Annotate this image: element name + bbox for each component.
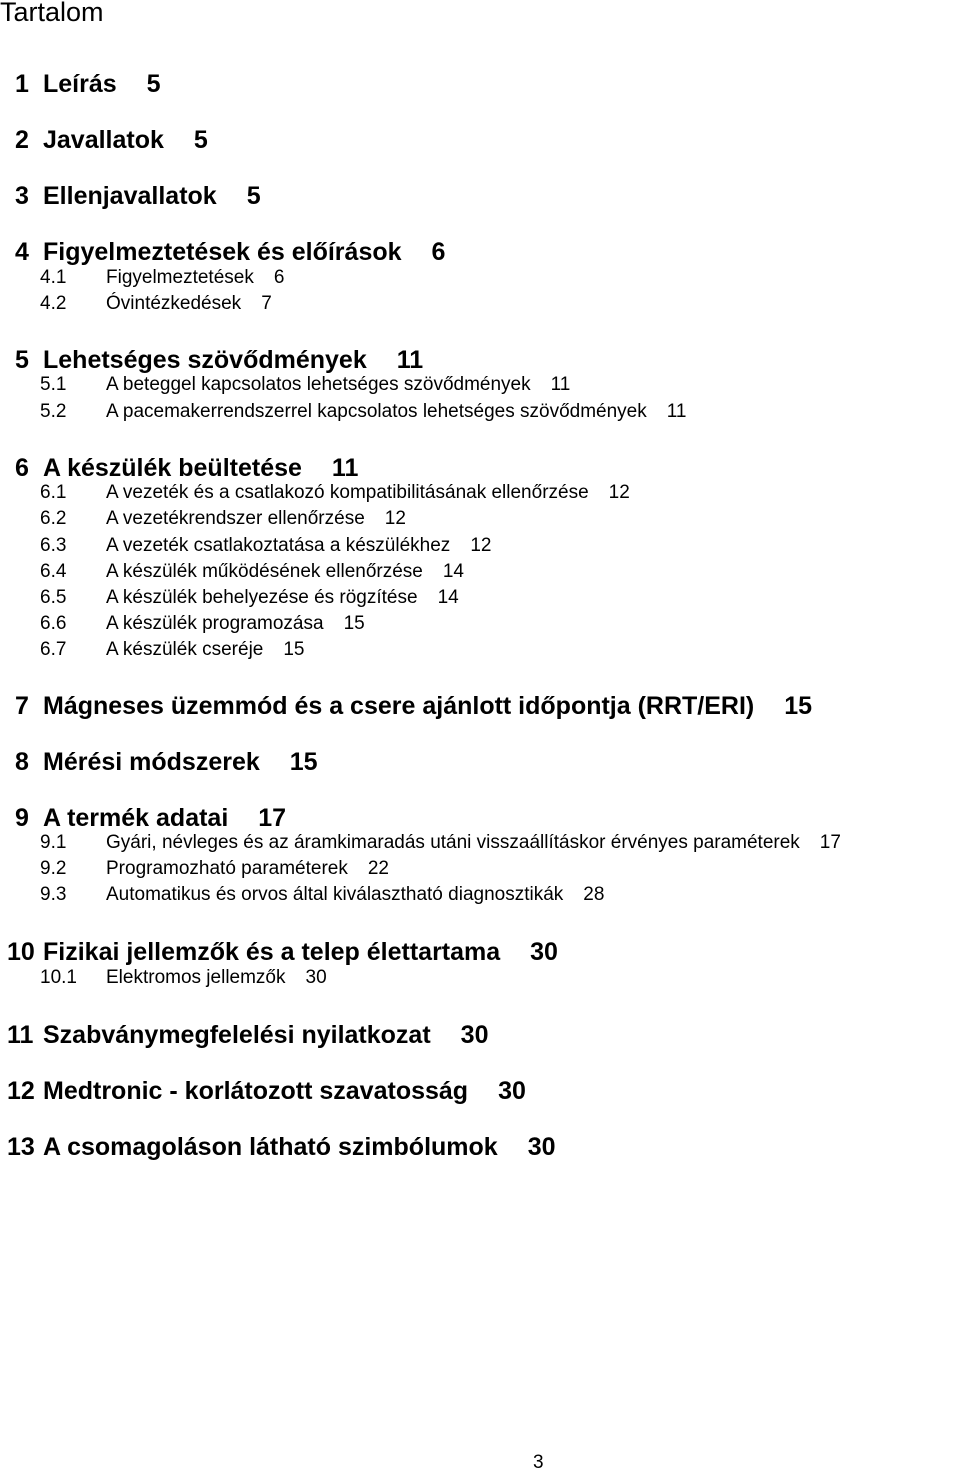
toc-entry-title: Mérési módszerek bbox=[43, 748, 260, 776]
toc-entry-page: 6 bbox=[431, 238, 446, 266]
toc-entry-title: Figyelmeztetések bbox=[106, 267, 254, 288]
toc-entry-number: 1 bbox=[15, 70, 29, 98]
toc-entry-page: 11 bbox=[666, 401, 687, 422]
toc-entry-title: A beteggel kapcsolatos lehetséges szövődmények bbox=[106, 374, 531, 395]
toc-entry-page: 15 bbox=[283, 639, 305, 660]
toc-entry-page: 15 bbox=[343, 613, 365, 634]
toc-entry-page: 5 bbox=[146, 70, 161, 98]
toc-entry-number: 6.1 bbox=[40, 482, 67, 503]
toc-entry-title: A pacemakerrendszerrel kapcsolatos lehetséges szövődmények bbox=[106, 401, 647, 422]
toc-entry-number: 10.1 bbox=[40, 967, 77, 988]
toc-entry-page: 12 bbox=[608, 482, 630, 503]
toc-entry-number: 4.1 bbox=[40, 267, 67, 288]
toc-entry-number: 6 bbox=[15, 454, 29, 482]
toc-entry-page: 22 bbox=[367, 858, 389, 879]
toc-entry-number: 8 bbox=[15, 748, 29, 776]
toc-entry-title: Automatikus és orvos által kiválasztható diagnosztikák bbox=[106, 884, 564, 905]
toc-entry-number: 13 bbox=[7, 1133, 35, 1161]
toc-entry-number: 6.4 bbox=[40, 561, 67, 582]
toc-entry-page: 17 bbox=[258, 804, 287, 832]
toc-entry-page: 5 bbox=[246, 182, 261, 210]
toc-entry-number: 6.2 bbox=[40, 508, 67, 529]
toc-entry-number: 6.7 bbox=[40, 639, 67, 660]
toc-entry-title: Elektromos jellemzők bbox=[106, 967, 286, 988]
toc-entry-title: Javallatok bbox=[43, 126, 164, 154]
toc-entry-page: 28 bbox=[583, 884, 605, 905]
toc-entry-title: A készülék programozása bbox=[106, 613, 324, 634]
toc-entry-page: 11 bbox=[550, 374, 571, 395]
toc-entry-page: 17 bbox=[819, 832, 841, 853]
toc-entry-page: 15 bbox=[289, 748, 318, 776]
toc-entry-title: Medtronic - korlátozott szavatosság bbox=[43, 1077, 469, 1105]
toc-entry-title: A készülék beültetése bbox=[43, 454, 302, 482]
toc-entry-title: A vezetékrendszer ellenőrzése bbox=[106, 508, 365, 529]
toc-entry-title: A vezeték és a csatlakozó kompatibilitásának ellenőrzése bbox=[106, 482, 589, 503]
toc-entry-page: 11 bbox=[331, 454, 359, 482]
toc-entry-title: Óvintézkedések bbox=[106, 293, 242, 314]
toc-entry-page: 30 bbox=[305, 967, 327, 988]
toc-entry-number: 6.6 bbox=[40, 613, 67, 634]
toc-entry-page: 12 bbox=[470, 535, 492, 556]
toc-entry-title: Mágneses üzemmód és a csere ajánlott időpontja (RRT/ERI) bbox=[43, 692, 755, 720]
toc-entry-title: Gyári, névleges és az áramkimaradás utáni visszaállításkor érvényes paraméterek bbox=[106, 832, 800, 853]
toc-entry-number: 10 bbox=[7, 938, 35, 966]
toc-entry-number: 9 bbox=[15, 804, 29, 832]
toc-entry-page: 6 bbox=[273, 267, 285, 288]
page-number: 3 bbox=[533, 1452, 544, 1473]
toc-entry-title: Szabványmegfelelési nyilatkozat bbox=[43, 1021, 431, 1049]
toc-entry-title: Fizikai jellemzők és a telep élettartama bbox=[43, 938, 501, 966]
toc-entry-title: Ellenjavallatok bbox=[43, 182, 217, 210]
toc-entry-number: 5 bbox=[15, 346, 29, 374]
toc-entry-number: 5.1 bbox=[40, 374, 67, 395]
toc-entry-page: 15 bbox=[784, 692, 813, 720]
toc-entry-title: A készülék behelyezése és rögzítése bbox=[106, 587, 418, 608]
toc-entry-page: 14 bbox=[442, 561, 464, 582]
toc-entry-title: A készülék cseréje bbox=[106, 639, 264, 660]
toc-entry-title: Leírás bbox=[43, 70, 117, 98]
toc-entry-page: 11 bbox=[396, 346, 424, 374]
toc-entry-number: 4 bbox=[15, 238, 29, 266]
toc-entry-number: 3 bbox=[15, 182, 29, 210]
toc-entry-number: 4.2 bbox=[40, 293, 67, 314]
toc-entry-number: 11 bbox=[7, 1021, 34, 1049]
toc-entry-number: 6.5 bbox=[40, 587, 67, 608]
toc-entry-page: 30 bbox=[498, 1077, 526, 1105]
toc-entry-title: A termék adatai bbox=[43, 804, 229, 832]
toc-entry-title: A vezeték csatlakoztatása a készülékhez bbox=[106, 535, 451, 556]
toc-entry-number: 2 bbox=[15, 126, 29, 154]
page-title: Tartalom bbox=[0, 0, 104, 27]
toc-entry-title: Lehetséges szövődmények bbox=[43, 346, 367, 374]
toc-entry-page: 5 bbox=[193, 126, 208, 154]
toc-entry-number: 12 bbox=[7, 1077, 35, 1105]
toc-entry-page: 7 bbox=[261, 293, 272, 314]
toc-entry-number: 9.2 bbox=[40, 858, 67, 879]
toc-entry-number: 6.3 bbox=[40, 535, 67, 556]
toc-entry-page: 12 bbox=[384, 508, 406, 529]
toc-entry-page: 30 bbox=[530, 938, 558, 966]
toc-entry-page: 30 bbox=[527, 1133, 556, 1161]
toc-entry-title: Figyelmeztetések és előírások bbox=[43, 238, 402, 266]
toc-entry-number: 9.3 bbox=[40, 884, 67, 905]
toc-entry-title: Programozható paraméterek bbox=[106, 858, 348, 879]
toc-entry-page: 30 bbox=[460, 1021, 489, 1049]
toc-entry-number: 7 bbox=[15, 692, 29, 720]
toc-entry-number: 5.2 bbox=[40, 401, 67, 422]
toc-entry-title: A készülék működésének ellenőrzése bbox=[106, 561, 423, 582]
toc-entry-title: A csomagoláson látható szimbólumok bbox=[43, 1133, 498, 1161]
toc-entry-number: 9.1 bbox=[40, 832, 67, 853]
toc-entry-page: 14 bbox=[437, 587, 459, 608]
